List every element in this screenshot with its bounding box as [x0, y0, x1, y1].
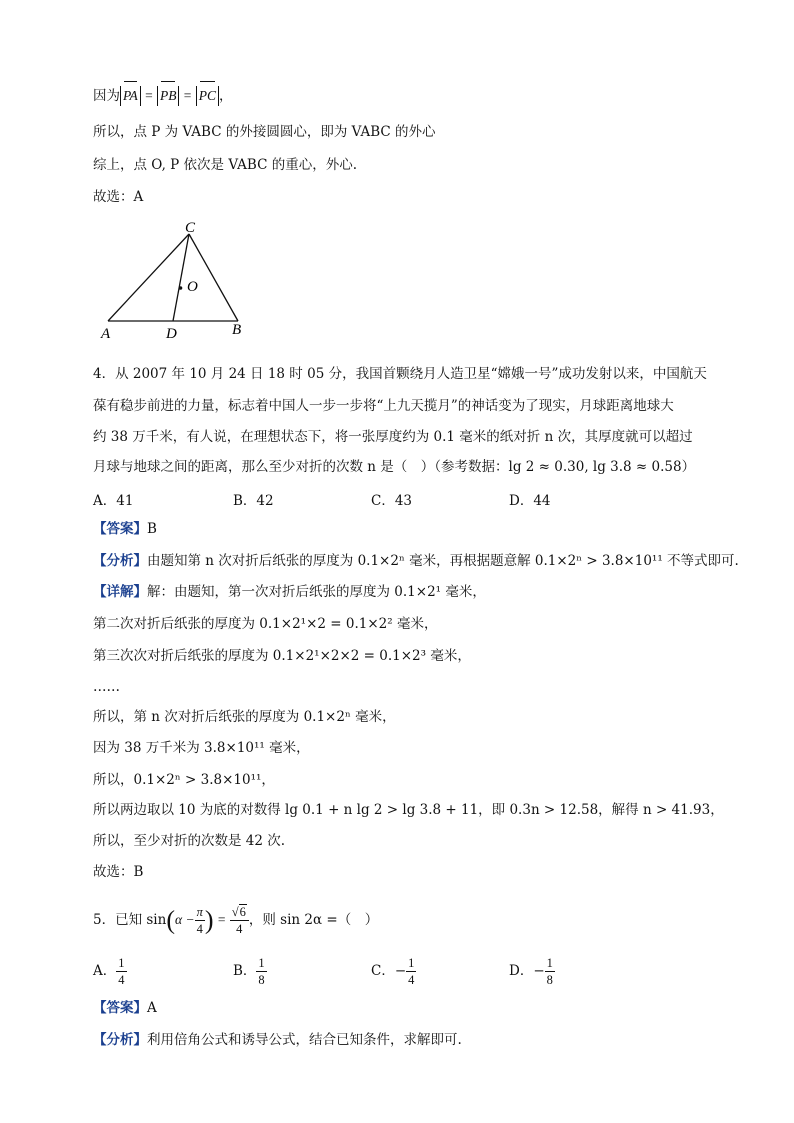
q5-answer — [93, 998, 157, 1018]
q5-options — [93, 955, 693, 995]
q4-options — [93, 489, 693, 509]
q4-detail-4: …… — [93, 679, 120, 695]
q5-option-a: A． $\frac{1}{4}$ — [93, 956, 125, 987]
q4-detail-7: 所以，0.1×2ⁿ > 3.8×10¹¹， — [93, 772, 275, 788]
answer-value: A — [147, 1000, 157, 1016]
q5-pi-over-4: $\frac{\pi}{4}$ — [196, 905, 203, 936]
q4-stem-1: 4．从 2007 年 10 月 24 日 18 时 05 分，我国首颗绕月人造卫星“嫦娥一号”成功发射以来，中国航天 — [93, 366, 707, 382]
q5-equals: = — [217, 912, 226, 927]
q5-option-d: D．− $\frac{1}{8}$ — [509, 956, 553, 987]
circumcenter-line: 所以，点 P 为 VABC 的外接圆圆心，即为 VABC 的外心 — [93, 124, 436, 140]
q4-detail-9: 所以，至少对折的次数是 42 次. — [93, 833, 286, 849]
label-c: C — [185, 220, 196, 236]
label-o: O — [187, 279, 198, 295]
vector-pb: PB — [157, 86, 180, 106]
q5-sqrt6-over-4: $\frac{√6}{4}$ — [230, 904, 249, 937]
q5-option-c: C．− $\frac{1}{4}$ — [371, 956, 415, 987]
analysis-text: 由题知第 n 次对折后纸张的厚度为 0.1×2ⁿ 毫米，再根据题意解 0.1×2ⁿ > 3.8×10¹¹ 不等式即可. — [147, 553, 739, 569]
analysis-text: 利用倍角公式和诱导公式，结合已知条件，求解即可. — [147, 1032, 462, 1048]
q5-option-b: B． $\frac{1}{8}$ — [233, 956, 265, 987]
answer-tag: 【答案】 — [93, 1000, 147, 1016]
vector-pa: PA — [120, 86, 141, 106]
label-a: A — [101, 326, 111, 342]
q4-detail-10: 故选：B — [93, 864, 144, 880]
analysis-tag: 【分析】 — [93, 553, 147, 569]
label-d: D — [166, 326, 177, 342]
q4-stem-3: 约 38 万千米，有人说，在理想状态下，将一张厚度约为 0.1 毫米的纸对折 n 次，其厚度就可以超过 — [93, 429, 693, 445]
answer-tag: 【答案】 — [93, 521, 147, 537]
detail-tag: 【详解】 — [93, 584, 147, 600]
vector-pc: PC — [196, 86, 219, 106]
q4-option-d: D．44 — [509, 493, 551, 509]
q4-answer — [93, 519, 157, 539]
analysis-tag: 【分析】 — [93, 1032, 147, 1048]
triangle-figure — [95, 214, 265, 344]
q5-stem: 5．已知 sin(α − $\frac{\pi}{4}$ ) = $\frac{√6}{4}$ ，则 sin 2α =（ ） — [93, 905, 379, 936]
q4-detail-8: 所以两边取以 10 为底的对数得 lg 0.1 + n lg 2 > lg 3.8 + 11，即 0.3n > 12.58，解得 n > 41.93， — [93, 802, 724, 818]
q4-detail-5: 所以，第 n 次对折后纸张的厚度为 0.1×2ⁿ 毫米， — [93, 709, 396, 725]
q4-detail-3: 第三次次对折后纸张的厚度为 0.1×2¹×2×2 = 0.1×2³ 毫米， — [93, 648, 471, 664]
comma: ， — [218, 88, 233, 104]
label-b: B — [232, 322, 242, 338]
q4-detail-1 — [93, 582, 486, 602]
q4-option-c: C．43 — [371, 493, 413, 509]
choice-a-line: 故选：A — [93, 189, 144, 205]
q4-analysis — [93, 551, 739, 571]
summary-line: 综上，点 O, P 依次是 VABC 的重心，外心. — [93, 157, 357, 173]
q5-stem-post: ，则 sin 2α =（ ） — [248, 912, 379, 928]
q4-stem-2: 葆有稳步前进的力量，标志着中国人一步一步将“上九天揽月”的神话变为了现实，月球距离地球大 — [93, 398, 674, 414]
q5-stem-pre: 5．已知 sin — [93, 912, 167, 928]
q4-option-b: B．42 — [233, 493, 274, 509]
q4-detail-2: 第二次对折后纸张的厚度为 0.1×2¹×2 = 0.1×2² 毫米， — [93, 616, 438, 632]
answer-value: B — [147, 521, 157, 537]
q4-stem-4: 月球与地球之间的距离，那么至少对折的次数 n 是（ ）（参考数据：lg 2 ≈ 0.30, lg 3.8 ≈ 0.58） — [93, 459, 696, 475]
q5-analysis — [93, 1030, 462, 1050]
vector-equality-line: 因为 PA = PB = PC ， — [93, 86, 232, 106]
detail-text: 解：由题知，第一次对折后纸张的厚度为 0.1×2¹ 毫米， — [147, 584, 486, 600]
q4-option-a: A．41 — [93, 493, 134, 509]
q5-alpha: α − — [175, 912, 195, 927]
q4-detail-6: 因为 38 万千米为 3.8×10¹¹ 毫米， — [93, 740, 310, 756]
text-because: 因为 — [93, 88, 120, 104]
